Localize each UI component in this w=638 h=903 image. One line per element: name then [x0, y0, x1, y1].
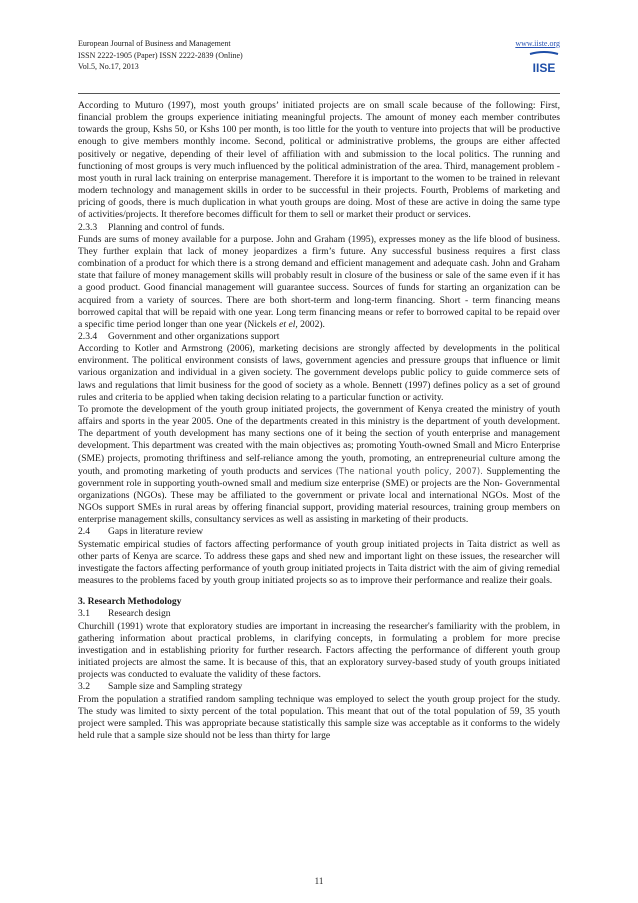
page-number: 11	[314, 876, 324, 886]
et-al-italic: et el,	[279, 318, 298, 330]
heading-number: 2.4	[78, 526, 90, 538]
section-3-title: 3. Research Methodology	[78, 596, 182, 608]
issn-line: ISSN 2222-1905 (Paper) ISSN 2222-2839 (Online)	[78, 50, 243, 60]
policy-citation: (The national youth policy, 2007).	[335, 465, 483, 476]
heading-number: 3.1	[78, 608, 90, 620]
paragraph-muturo: According to Muturo (1997), most youth groups’ initiated projects are on small scale because of the following: First, financial problem the groups experience initiating meaningful projects. The amount of money each member contributes towards the group, Kshs 50, or Kshs 100 per month, is too little for the youth to venture into projects that will be productive enough to give members monthly income. Second, political or administrative problems, the groups are either affected positively or negative, depending of their level of affiliation with and submission to the local politics. The running and functioning of most groups is very much influenced by the political administration of the area. Third, management problem - most youth in rural lack training on enterprise management. Therefore it is important to the women to be trained in relevant modern technology and management skills in order to be successful in their projects. Fourth, Problems of marketing and pricing of goods, there is much duplication in what youth groups are doing. Most of these are active in doing the same type of activities/projects. It therefore becomes difficult for them to sell or market their product or services.	[78, 100, 560, 221]
heading-3-1	[78, 608, 560, 620]
heading-2-4	[78, 526, 560, 538]
heading-2-3-3	[78, 222, 560, 234]
heading-title: Government and other organizations support	[108, 330, 280, 342]
iiste-logo-icon	[528, 51, 560, 79]
paragraph-kotler: According to Kotler and Armstrong (2006), marketing decisions are strongly affected by developments in the political environment. The political environment consists of laws, government agencies and pressure groups that influence or limit various organization and individual in a given society. The government develops public policy to guide commerce sets of laws and regulations that limit business for the good of society as a whole. Bennett (1997) defines policy as a set of ground rules and criteria to be applied when taking decision relating to a particular function or activity.	[78, 343, 560, 403]
journal-url-link[interactable]: www.iiste.org	[515, 39, 560, 48]
paragraph-gaps: Systematic empirical studies of factors affecting performance of youth group initiated projects in Taita district as well as other parts of Kenya are scarce. To address these gaps and shed new and important light on these issues, the researcher will investigate the factors affecting performance of youth group initiated projects in Taita district with the aim of giving remedial measures to the problems faced by youth group initiated projects so as to improve their performance and realize their goals.	[78, 538, 560, 587]
paragraph-text-end: 2002).	[297, 318, 325, 330]
heading-title: Sample size and Sampling strategy	[108, 681, 243, 693]
heading-2-3-4	[78, 331, 560, 343]
page-header	[78, 38, 560, 98]
article-body	[78, 100, 560, 742]
paragraph-funds	[78, 234, 560, 331]
paragraph-text-end: Supplementing the government role in supporting youth-owned small and medium size enterprise (SME) or projects are the Non- Governmental organizations (NGOs). These may be affiliated to the government or private local and international NGOs. Most of the NGOs support SMEs in rural areas by offering financial support, providing material resources, training group members on enterprise management skills, consultancy services as well as assisting in marketing of their products.	[78, 465, 560, 526]
journal-title: European Journal of Business and Management	[78, 39, 231, 48]
heading-number: 3.2	[78, 681, 90, 693]
heading-3-2	[78, 681, 560, 693]
heading-number: 2.3.4	[78, 330, 98, 342]
paragraph-text: Funds are sums of money available for a purpose. John and Graham (1995), expresses money as the life blood of business. They further explain that lack of money jeopardizes a firm’s future. Any successful business requires a first class combination of a product for which there is a strong demand and efficient management and adequate cash. John and Graham state that failure of money management skills will probably result in closure of the business or sale of the same even if it has a good product. Good financial management will guarantee success. Sources of funds for starting an organization can be acquired from a variety of sources. There are both short-term and long-term financing. Short - term financing means borrowed capital that will be repaid with one year. Long term financing means or refer to borrowed capital to be repaid over a specific time period longer than one year (Nickels	[78, 233, 560, 330]
heading-title: Research design	[108, 608, 171, 620]
paragraph-sample: From the population a stratified random sampling technique was employed to select the youth group project for the study. The study was limited to sixty percent of the total population. This meant that out of the total population of 59, 35 youth project were sampled. This was appropriate because statistically this sample size was acceptable as it conforms to the widely held rule that a sample size should not be less than thirty for large	[78, 693, 560, 741]
paragraph-government	[78, 404, 560, 527]
header-divider	[78, 93, 560, 94]
paragraph-text: To promote the development of the youth group initiated projects, the government of Kenya created the ministry of youth affairs and sports in the year 2005. One of the departments created in this ministry is the department of youth development. The department of youth development has many sections one of it being the section of youth enterprise and management development. This department was created with the main objectives as; promoting Youth-owned Small and Micro Enterprise (SME) projects, promoting thriftiness and self-reliance among the youth, promoting, an entrepreneurial culture among the youth, and promoting marketing of youth products and services	[78, 403, 560, 477]
svg-text:IISE: IISE	[532, 61, 556, 75]
heading-title: Planning and control of funds.	[108, 221, 225, 233]
volume-line: Vol.5, No.17, 2013	[78, 62, 139, 71]
heading-number: 2.3.3	[78, 221, 98, 233]
heading-title: Gaps in literature review	[108, 526, 204, 538]
paragraph-churchill: Churchill (1991) wrote that exploratory studies are important in increasing the researcher's familiarity with the problem, in gathering information about practical problems, in clarifying concepts, in formulating a problem for more precise investigation and in establishing priority for further research. Factors affecting the performance of different youth group initiated projects are almost the same. It is because of this, that an exploratory survey-based study of youth groups initiated projects was conducted to evaluate the validity of these factors.	[78, 620, 560, 681]
